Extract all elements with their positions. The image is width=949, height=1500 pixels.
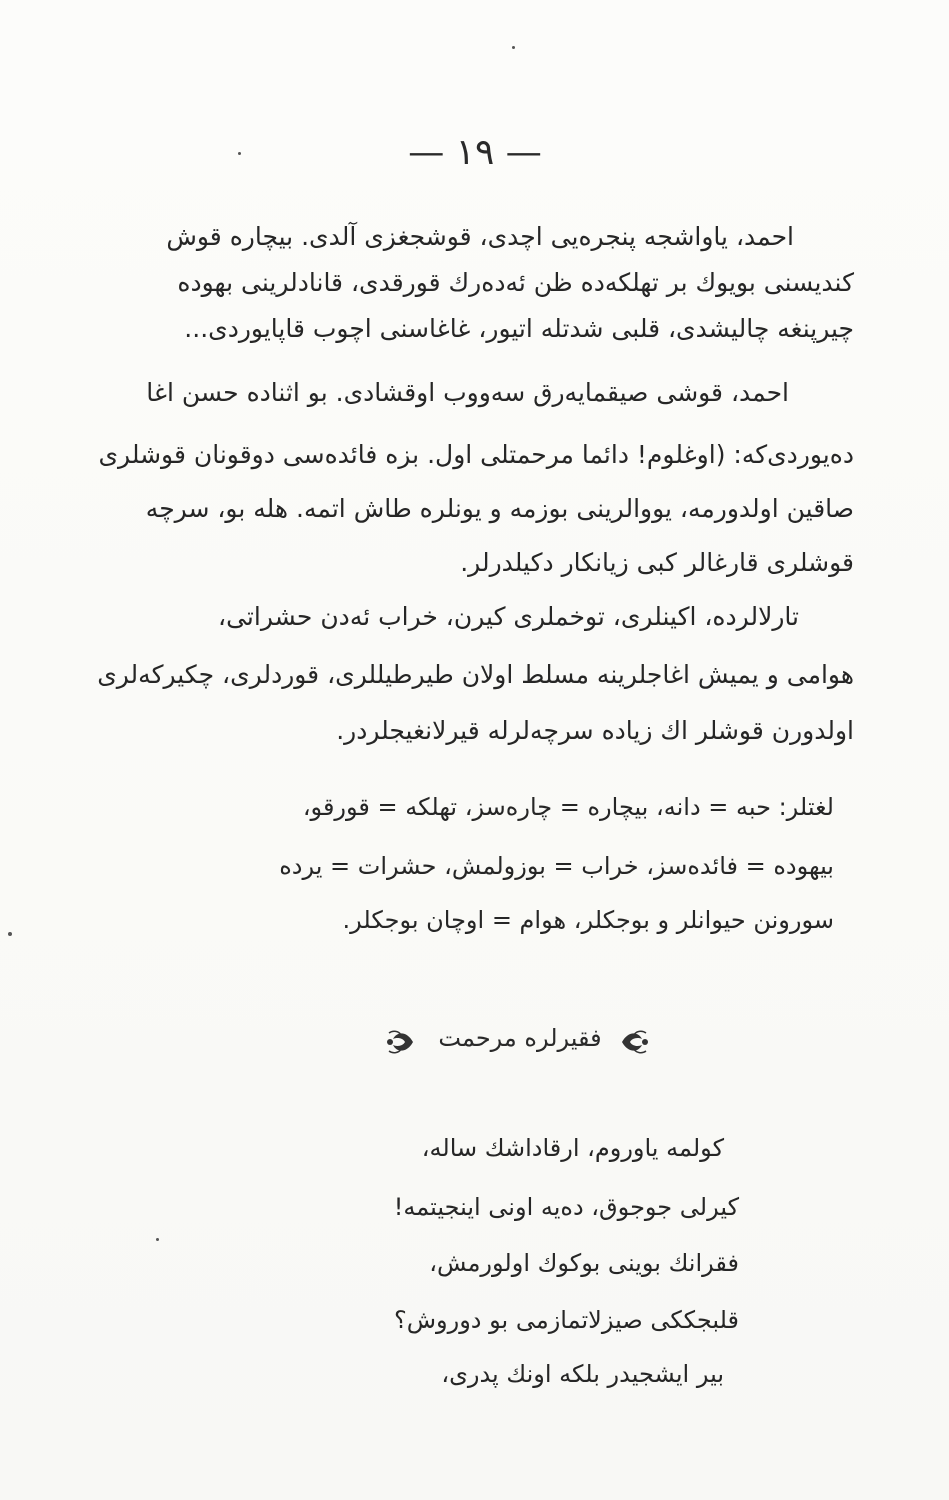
text-line: کندیسنی بویوك بر تهلکه‌ده ظن ئه‌ده‌رك قورقدی، قانادلرینی بهوده xyxy=(177,268,854,297)
speck xyxy=(238,152,241,155)
poem-line: کولمه یاوروم، ارقاداشك ساله، xyxy=(421,1134,724,1162)
ornament-icon xyxy=(385,1027,415,1057)
text-line: هوامی و یمیش اغاجلرینه مسلط اولان طیرطیللری، قوردلری، چکیرکه‌لری xyxy=(97,660,854,689)
text-line: ده‌یوردی‌که: (اوغلوم! دائما مرحمتلی اول. بزه فائده‌سی دوقونان قوشلری xyxy=(98,440,854,469)
section-title: فقیرلره مرحمت xyxy=(438,1024,602,1052)
text-line: احمد، قوشی صیقمایه‌رق سه‌ووب اوقشادی. بو اثناده حسن اغا xyxy=(146,378,789,407)
poem-line: بیر ایشجیدر بلکه اونك پدری، xyxy=(441,1360,724,1388)
poem-line: قلبجککی صیزلاتمازمی بو دوروش؟ xyxy=(394,1306,739,1334)
text-line: صاقین اولدورمه، یووالرینی بوزمه و یونلره طاش اتمه. هله بو، سرچه xyxy=(145,494,854,523)
text-line: چیرپنغه چالیشدی، قلبی شدتله اتیور، غاغاسنی اچوب قاپایوردی... xyxy=(184,314,854,343)
poem-line: فقرانك بوینی بوکوك اولورمش، xyxy=(429,1249,739,1277)
glossary-line: بیهوده = فائده‌سز، خراب = بوزولمش، حشرات = یرده xyxy=(279,852,834,880)
speck xyxy=(156,1238,159,1241)
poem-line: کیرلی جوجوق، ده‌یه اونی اینجیتمه! xyxy=(393,1193,739,1221)
text-line: اولدورن قوشلر اك زیاده سرچه‌لرله قیرلانغیجلردر. xyxy=(336,716,854,745)
text-line: تارلالرده، اکینلری، توخملری کیرن، خراب ئه‌دن حشراتی، xyxy=(218,602,799,631)
glossary-line: سورونن حیوانلر و بوجکلر، هوام = اوچان بوجکلر. xyxy=(342,906,834,934)
page-number: — ١٩ — xyxy=(408,132,542,173)
text-line: احمد، یاواشجه پنجره‌یی اچدی، قوشجغزی آلدی. بیچاره قوش xyxy=(166,222,794,251)
text-line: قوشلری قارغالر کبی زیانکار دکیلدرلر. xyxy=(460,548,854,577)
speck xyxy=(8,932,12,936)
glossary-line: لغتلر: حبه = دانه، بیچاره = چاره‌سز، تهلکه = قورقو، xyxy=(302,793,834,821)
speck xyxy=(512,46,515,49)
